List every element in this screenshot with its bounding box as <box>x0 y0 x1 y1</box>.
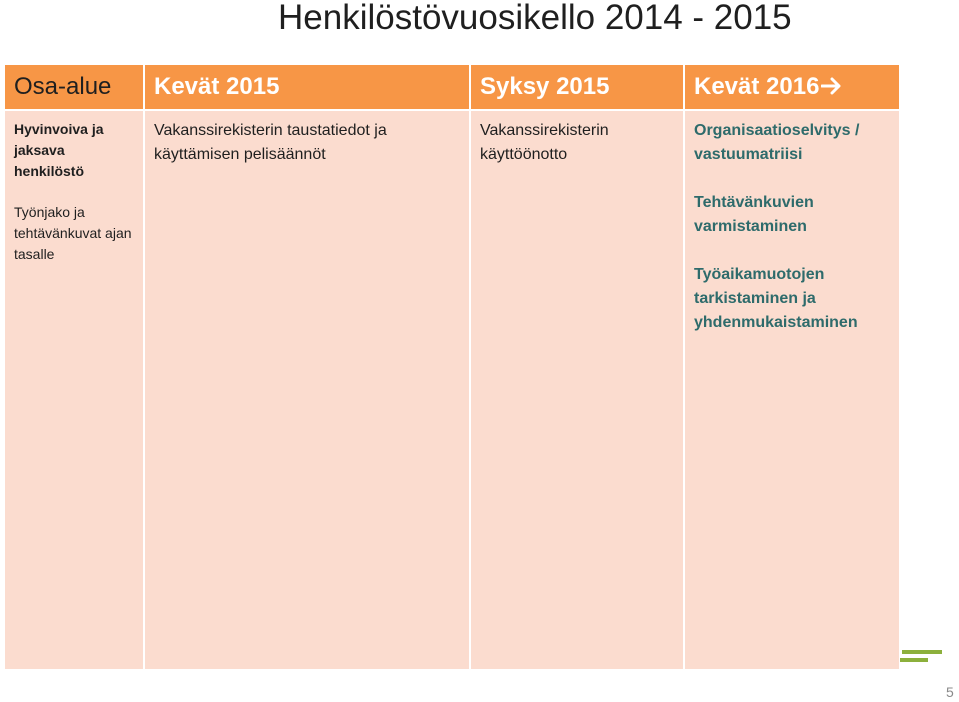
task-vakanssirekisteri-kayttoonotto: Vakanssirekisterin käyttöönotto <box>480 122 609 163</box>
task-tehtavankuvat: Tehtävänkuvien varmistaminen <box>694 194 814 235</box>
header-kevat-2016-label: Kevät 2016 <box>694 73 820 100</box>
deco-line-top <box>902 650 942 654</box>
slide-number: 5 <box>946 684 954 700</box>
header-kevat-2015: Kevät 2015 <box>145 65 469 109</box>
task-tyoaikamuodot: Työaikamuotojen tarkistaminen ja yhdenmukaistaminen <box>694 266 858 331</box>
header-kevat-2016 <box>685 65 899 109</box>
decorative-lines <box>900 648 944 664</box>
timeline-table <box>5 65 899 669</box>
task-organisaatioselvitys: Organisaatioselvitys / vastuumatriisi <box>694 122 860 163</box>
header-osa-alue: Osa-alue <box>5 65 143 109</box>
header-syksy-2015: Syksy 2015 <box>471 65 683 109</box>
deco-line-bottom <box>900 658 928 662</box>
cell-osa-alue <box>5 111 143 669</box>
slide-title: Henkilöstövuosikello 2014 - 2015 <box>278 0 792 37</box>
area-hyvinvointi: Hyvinvoiva ja jaksava henkilöstö <box>14 121 104 179</box>
cell-syksy-2015 <box>471 111 683 669</box>
area-tyonjako: Työnjako ja tehtävänkuvat ajan tasalle <box>14 204 132 262</box>
cell-kevat-2015 <box>145 111 469 669</box>
task-vakanssirekisteri-taustatiedot: Vakanssirekisterin taustatiedot ja käyttämisen pelisäännöt <box>154 122 387 163</box>
cell-kevat-2016 <box>685 111 899 669</box>
right-arrow-icon <box>821 66 843 110</box>
